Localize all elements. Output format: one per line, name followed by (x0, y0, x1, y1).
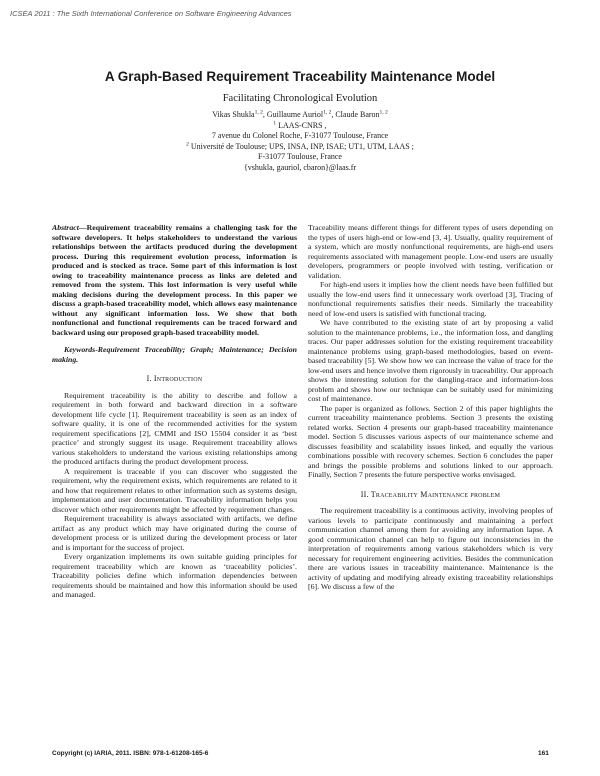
abstract-text: —Requirement traceability remains a challenging task for the software developers. It helps stakeholders to understand the various relationships between the artifacts produced during the development process. During this requirement evolution process, information is produced and is stocked as trace. Some part of this information is lost owing to traceability maintenance process as links are deleted and removed from the system. This lost information is very useful while making decisions during the development process. In this paper we discuss a graph-based traceability model, which allows easy maintenance without any significant information loss. We show that both nonfunctional and functional requirements can be traced forward and backward using our proposed graph-based traceability model. (52, 223, 297, 337)
body-paragraph: Requirement traceability is always associated with artifacts, we define artifact as any product which may have originated during the course of development process or is utilized during the development process or later and is important for the success of project. (52, 514, 297, 552)
author-name: Vikas Shukla (212, 110, 255, 119)
body-paragraph: The requirement traceability is a continuous activity, involving peoples of various levels to participate continuously and maintaining a perfect communication channel among them for avoiding any information lapse. A good communication channel can help to figure out inconsistencies in the interpretation of requirements among various stakeholders which is very necessary for requirement engineering activities. Besides the communication there are various issues in traceability maintenance. Maintenance is the activity of updating and modifying already existing traceability relationships [6]. We discuss a few of the (308, 506, 553, 591)
author-affiliation-mark: 1, 2 (379, 109, 388, 116)
author-name: , Guillaume Auriol (262, 110, 324, 119)
author-line (0, 110, 600, 121)
affiliation-mark: 1 (273, 119, 277, 126)
right-column (308, 223, 553, 592)
abstract (52, 223, 297, 337)
body-paragraph: Traceability means different things for different types of users depending on the types of users high-end or low-end [3, 4]. Usually, quality requirement of a system, which are mostly nonfunctional requirements, are high-end users requirements associated with management people. Low-end users are usually developers, programmers or people involved with testing, verification or validation. (308, 223, 553, 280)
paper-title: A Graph-Based Requirement Traceability Maintenance Model (104, 69, 496, 84)
footer-copyright: Copyright (c) IARIA, 2011. ISBN: 978-1-61208-165-6 (52, 750, 209, 757)
paper-subtitle: Facilitating Chronological Evolution (222, 93, 378, 104)
affiliation-mark: 2 (186, 141, 189, 148)
section-heading-introduction: I. Introduction (146, 374, 203, 383)
affiliation-1 (0, 121, 600, 132)
left-column (52, 223, 297, 600)
affiliation-2 (0, 142, 600, 153)
body-paragraph: Every organization implements its own suitable guiding principles for requirement traceability which are known as ‘traceability policies’. Traceability policies define which information dependencies between requirements should be maintained and how this information should be used and managed. (52, 552, 297, 599)
author-affiliation-mark: 1, 2 (323, 109, 332, 116)
body-paragraph: A requirement is traceable if you can discover who suggested the requirement, why the requirement exists, which requirements are related to it and how that requirement relates to other information such as systems design, implementation and user documentation. Traceability information helps you discover which other requirements might be affected by requirement changes. (52, 466, 297, 514)
author-emails: {vshukla, gauriol, cbaron}@laas.fr (243, 162, 357, 172)
author-block (0, 110, 600, 174)
body-paragraph: We have contributed to the existing state of art by proposing a valid solution to the maintenance problems, i.e., the information loss, and dangling traces. Our paper addresses solution for the existing requirement traceability maintenance problems using graph-based methodologies, based on event-based traceability [5]. We show how we can increase the value of trace for the low-end users and hence involve them rigorously in traceability. Our approach shows the interesting solution for the dangling-trace and information-loss problem and shows how our technique can be suitably used for minimizing cost of maintenance. (308, 318, 553, 403)
author-affiliation-mark: 1, 2 (254, 109, 263, 116)
abstract-label: Abstract (52, 223, 79, 232)
author-name: , Claude Baron (331, 110, 380, 119)
section-heading-traceability-maintenance: II. Traceability Maintenance problem (360, 489, 501, 499)
affiliation-2-address: F-31077 Toulouse, France (258, 152, 342, 162)
body-paragraph: For high-end users it implies how the client needs have been fulfilled but usually the low-end users find it unnecessary work overload [3], Tracing of nonfunctional requirements satisfies their needs. Similarly the traceability need of low-end users is satisfied with functional tracing. (308, 280, 553, 318)
affiliation-name: LAAS-CNRS , (278, 120, 327, 130)
body-paragraph: Requirement traceability is the ability to describe and follow a requirement in both forward and backward direction in a software development life cycle [1]. Requirement traceability is seen as an index of software quality, it is one of the recommended activities for the system requirement specifications [2], CMMI and ISO 15504 consider it as ‘best practice’ and strongly suggest its usage. Requirement traceability allows various stakeholders to understand the various existing relationships among the produced artifacts during the product development process. (52, 390, 297, 466)
body-paragraph: The paper is organized as follows. Section 2 of this paper highlights the current traceability maintenance problems. Section 3 presents the existing related works. Section 4 presents our graph-based traceability maintenance model. Section 5 discusses various aspects of our maintenance scheme and discusses feasibility and scalability issues linked, and equally the various combinations possible with recovery schemes. Section 6 concludes the paper and brings the possible problems and solutions linked to our approach. Finally, Section 7 presents the future perspective works envisaged. (308, 403, 553, 479)
affiliation-name: Université de Toulouse; UPS, INSA, INP, ISAE; UT1, UTM, LAAS ; (190, 141, 414, 151)
running-head: ICSEA 2011 : The Sixth International Conference on Software Engineering Advances (10, 9, 292, 18)
keywords: Keywords-Requirement Traceability; Graph; Maintenance; Decision making. (52, 345, 297, 364)
affiliation-1-address: 7 avenue du Colonel Roche, F-31077 Toulouse, France (211, 131, 389, 141)
page-number: 161 (538, 750, 549, 757)
